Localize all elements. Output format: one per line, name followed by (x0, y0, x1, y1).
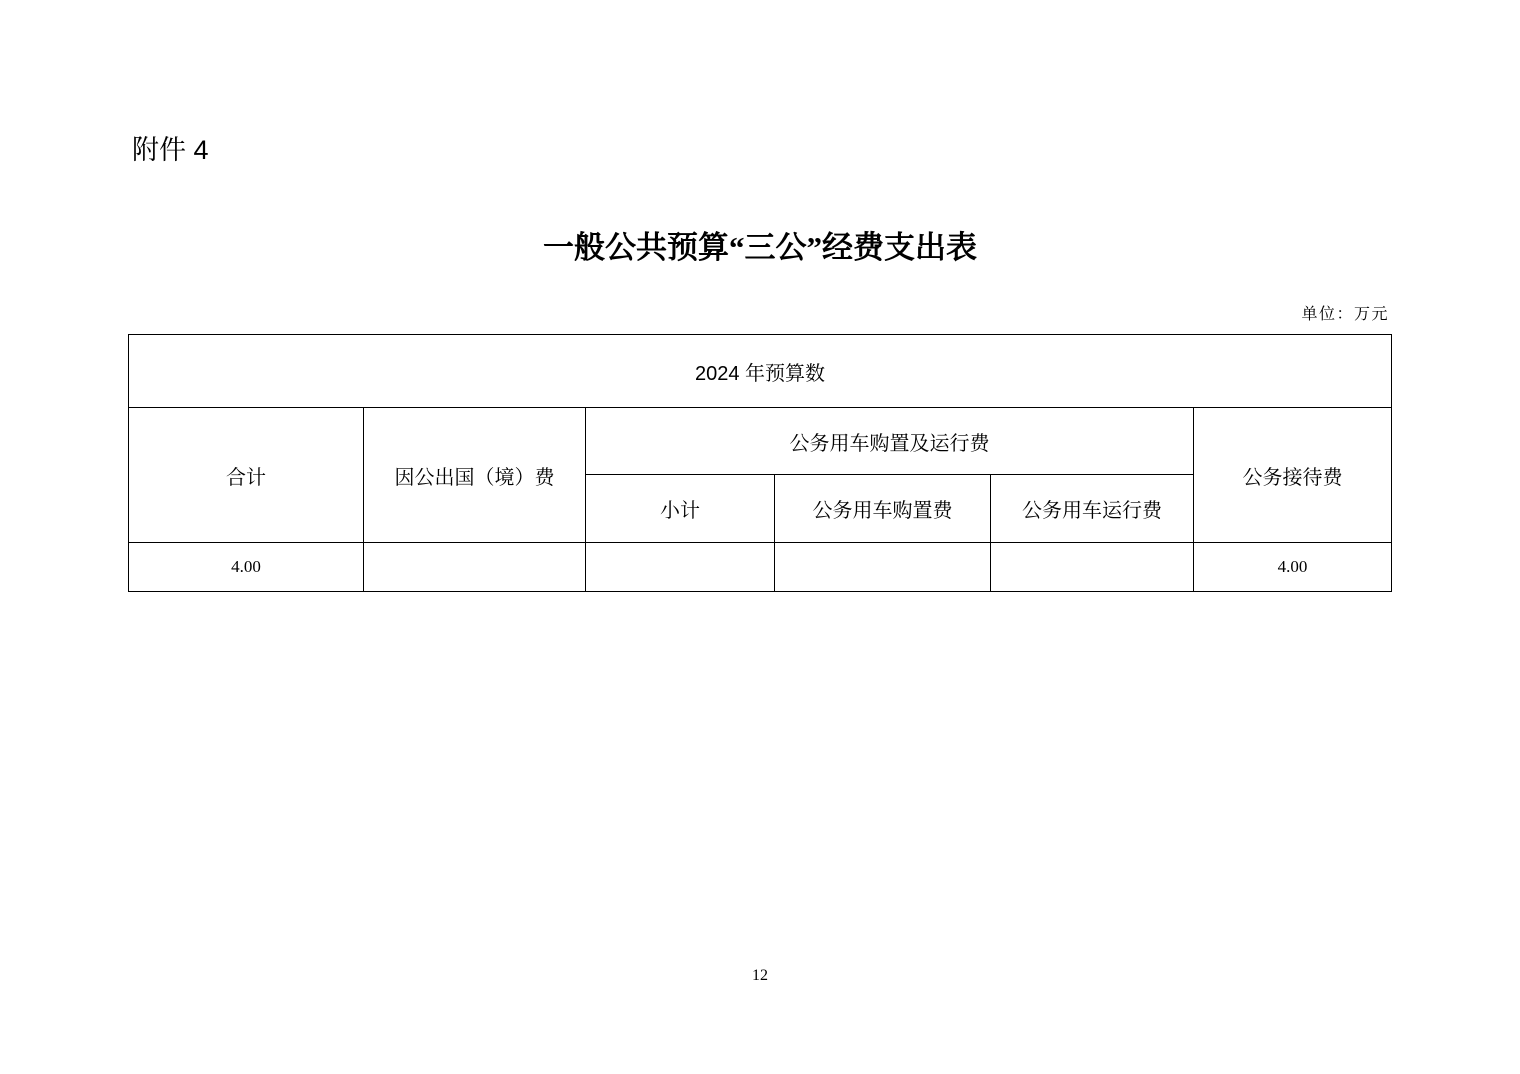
budget-table (128, 334, 1392, 592)
header-vehicle-operation: 公务用车运行费 (991, 475, 1194, 543)
header-vehicle-purchase: 公务用车购置费 (775, 475, 991, 543)
cell-reception: 4.00 (1194, 543, 1392, 592)
attachment-label: 附件 4 (132, 135, 209, 165)
header-total: 合计 (129, 408, 364, 543)
table-header-row (129, 408, 1392, 475)
cell-overseas (364, 543, 586, 592)
header-reception: 公务接待费 (1194, 408, 1392, 543)
year-header: 2024 年预算数 (129, 335, 1392, 408)
header-overseas: 因公出国（境）费 (364, 408, 586, 543)
cell-total: 4.00 (129, 543, 364, 592)
table-row (129, 543, 1392, 592)
cell-vehicle-purchase (775, 543, 991, 592)
table-year-row (129, 335, 1392, 408)
unit-label: 单位：万元 (1301, 306, 1389, 323)
page-number: 12 (752, 967, 768, 984)
header-vehicle-subtotal: 小计 (586, 475, 775, 543)
cell-vehicle-operation (991, 543, 1194, 592)
header-vehicle-group: 公务用车购置及运行费 (586, 408, 1194, 475)
page-title: 一般公共预算“三公”经费支出表 (543, 230, 977, 265)
cell-vehicle-subtotal (586, 543, 775, 592)
